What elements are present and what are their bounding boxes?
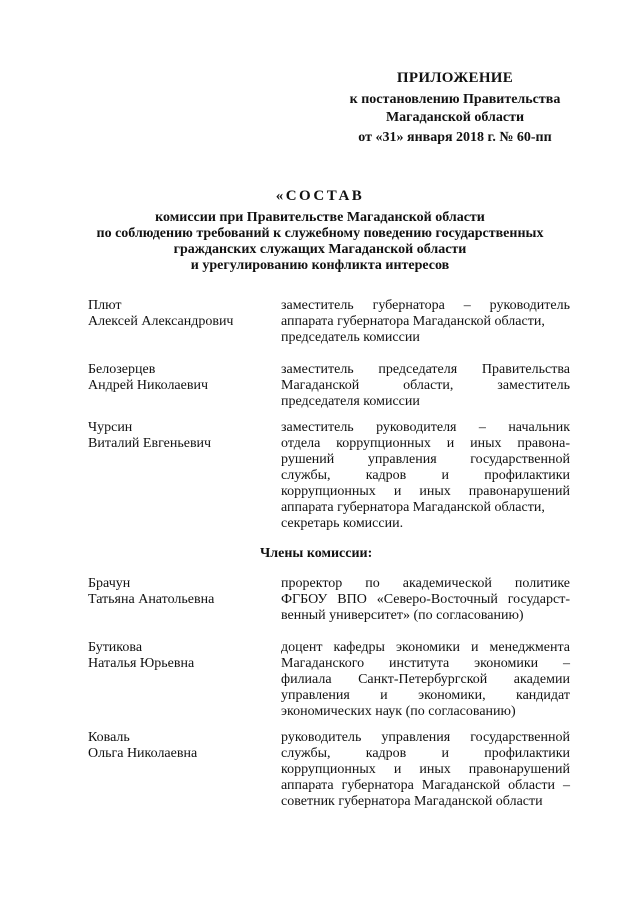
member-name [88,362,268,394]
position-line: заместитель руководителя – начальник [281,420,570,435]
member-given-names: Алексей Александрович [88,314,234,329]
member-given-names: Ольга Николаевна [88,746,198,761]
position-line: заместитель губернатора – руководитель [281,298,570,313]
member-position [281,420,570,532]
member-given-names: Наталья Юрьевна [88,656,195,671]
member-name [88,576,268,608]
member-name [88,420,268,452]
position-line: доцент кафедры экономики и менеджмента [281,640,570,655]
position-line: аппарата губернатора Магаданской области, [281,314,545,329]
position-line: коррупционных и иных правонарушений [281,762,570,777]
position-line: председатель комиссии [281,330,420,345]
member-given-names: Андрей Николаевич [88,378,208,393]
position-line: аппарата губернатора Магаданской области – [281,778,570,793]
appendix-title: ПРИЛОЖЕНИЕ [396,70,514,86]
member-surname: Бутикова [88,640,143,655]
position-line: заместитель председателя Правительства [281,362,570,377]
position-line: рушений управления государственной [281,452,570,467]
position-line: управления и экономики, кандидат [281,688,570,703]
member-position [281,730,570,810]
heading-line: по соблюдению требований к служебному поведению государственных [96,226,544,241]
member-given-names: Виталий Евгеньевич [88,436,212,451]
heading-line: комиссии при Правительстве Магаданской области [155,210,485,225]
member-position [281,298,570,346]
position-line: венный университет» (по согласованию) [281,608,524,623]
position-line: председателя комиссии [281,394,420,409]
member-position [281,640,570,720]
position-line: службы, кадров и профилактики [281,468,570,483]
appendix-resolution-line: к постановлению Правительства [349,92,561,107]
position-line: советник губернатора Магаданской области [281,794,543,809]
member-surname: Коваль [88,730,130,745]
position-line: проректор по академической политике [281,576,570,591]
appendix-date-line: от «31» января 2018 г. № 60-пп [358,130,552,145]
member-surname: Белозерцев [88,362,156,377]
member-name [88,640,268,672]
position-line: службы, кадров и профилактики [281,746,570,761]
heading-title: «СОСТАВ [275,188,365,204]
position-line: филиала Санкт-Петербургской академии [281,672,570,687]
member-surname: Чурсин [88,420,133,435]
position-line: руководитель управления государственной [281,730,570,745]
heading-line: и урегулированию конфликта интересов [190,258,450,273]
position-line: секретарь комиссии. [281,516,404,531]
position-line: ФГБОУ ВПО «Северо-Восточный государст- [281,592,570,607]
position-line: Магаданской области, заместитель [281,378,570,393]
member-surname: Брачун [88,576,131,591]
member-position [281,576,570,624]
position-line: Магаданского института экономики – [281,656,570,671]
position-line: отдела коррупционных и иных правона- [281,436,570,451]
member-given-names: Татьяна Анатольевна [88,592,215,607]
appendix-region-line: Магаданской области [385,110,525,125]
member-surname: Плют [88,298,122,313]
members-heading: Члены комиссии: [260,546,373,561]
position-line: аппарата губернатора Магаданской области, [281,500,545,515]
member-position [281,362,570,410]
position-line: коррупционных и иных правонарушений [281,484,570,499]
member-name [88,730,268,762]
member-name [88,298,268,330]
heading-line: гражданских служащих Магаданской области [173,242,467,257]
position-line: экономических наук (по согласованию) [281,704,516,719]
